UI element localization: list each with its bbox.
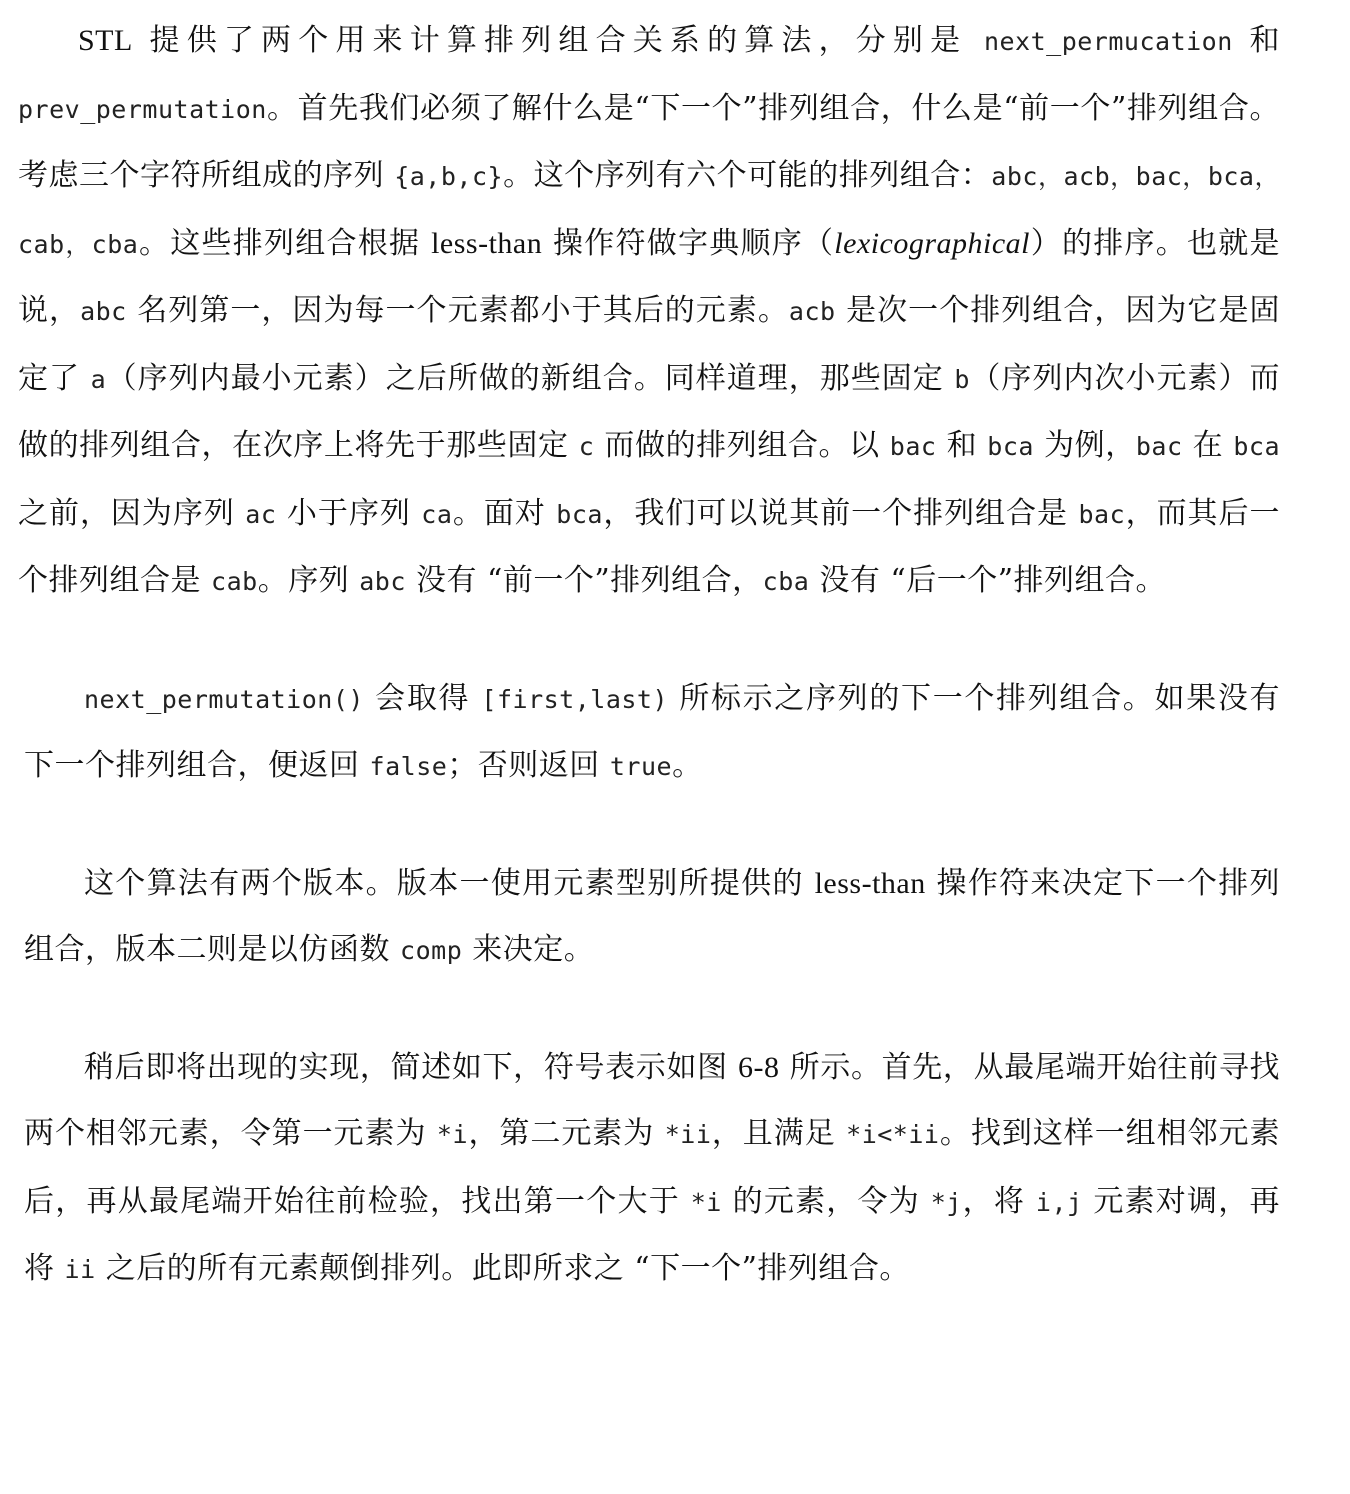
text-run: 在 bbox=[1182, 428, 1234, 463]
inline-code: acb bbox=[788, 297, 836, 326]
inline-code: *i<*ii bbox=[846, 1120, 940, 1149]
paragraph-next-permutation-return bbox=[18, 666, 1280, 801]
text-run: less-than bbox=[814, 866, 926, 900]
text-run: 是次一个排列组合，因为它是固定了 bbox=[18, 293, 1280, 396]
text-run: 。面对 bbox=[452, 495, 557, 531]
inline-code: *ii bbox=[664, 1120, 712, 1149]
inline-code: false bbox=[369, 752, 448, 781]
inline-code: *j bbox=[930, 1187, 962, 1217]
text-run: 之前，因为序列 bbox=[18, 495, 246, 531]
text-run: 所标示之序列的下一个排列组合。如果没有下一个排列组合，便返回 bbox=[24, 680, 1280, 783]
text-run: 。首先我们必须了解什么是“下一个”排列组合，什么是“前一个”排列组合。考虑三个字符所组成的序列 bbox=[18, 90, 1280, 193]
inline-code: ca bbox=[421, 499, 453, 529]
text-run: ；否则返回 bbox=[447, 748, 610, 783]
inline-code: [first,last) bbox=[481, 684, 669, 714]
text-run: 之后的所有元素颠倒排列。此即所求之 “下一个”排列组合。 bbox=[95, 1251, 910, 1286]
text-run: 这个算法有两个版本。版本一使用元素型别所提供的 bbox=[84, 865, 815, 901]
paragraph-stl-permutation-intro bbox=[18, 8, 1280, 616]
inline-code: abc，acb，bac，bca，cab，cba bbox=[18, 162, 1280, 259]
inline-code: *i bbox=[690, 1187, 722, 1217]
paragraph-implementation-summary bbox=[18, 1035, 1280, 1304]
text-run: 。序列 bbox=[257, 563, 360, 598]
inline-code: c bbox=[578, 432, 595, 461]
inline-code: abc bbox=[359, 567, 406, 596]
inline-code: i,j bbox=[1035, 1187, 1083, 1217]
inline-code: bac bbox=[1078, 499, 1126, 529]
inline-code: {a,b,c} bbox=[394, 162, 504, 191]
text-run: STL bbox=[78, 24, 133, 57]
inline-code: prev_permutation bbox=[18, 94, 267, 124]
inline-code: bac bbox=[1135, 432, 1183, 461]
text-run: 操作符做字典顺序（ bbox=[542, 225, 835, 261]
text-run: 没有 “后一个”排列组合。 bbox=[809, 563, 1167, 598]
text-run: 操作符来决定下一个排列组合，版本二则是以仿函数 bbox=[24, 865, 1280, 967]
text-run: ，第二元素为 bbox=[468, 1116, 665, 1151]
text-run: 。这些排列组合根据 bbox=[138, 225, 432, 261]
text-run: ，且满足 bbox=[711, 1116, 847, 1151]
text-run: 小于序列 bbox=[276, 495, 422, 531]
text-run: ，而其后一个排列组合是 bbox=[18, 495, 1280, 598]
text-run: 所示。首先，从最尾端开始往前寻找两个相邻元素，令第一元素为 bbox=[24, 1049, 1280, 1151]
inline-code: ii bbox=[64, 1255, 96, 1284]
text-run: ，我们可以说其前一个排列组合是 bbox=[602, 495, 1079, 531]
inline-code: bac bbox=[889, 432, 937, 461]
text-run: ，将 bbox=[961, 1183, 1036, 1219]
text-run: （序列内最小元素）之后所做的新组合。同样道理，那些固定 bbox=[106, 360, 955, 396]
text-run: 来决定。 bbox=[462, 932, 595, 967]
inline-code: bca bbox=[987, 432, 1034, 461]
text-run: ）的排序。也就是说， bbox=[18, 225, 1280, 328]
inline-code: next_permutation() bbox=[84, 684, 364, 714]
inline-code: *i bbox=[436, 1120, 469, 1149]
document-page bbox=[18, 0, 1280, 1304]
text-run: 6-8 bbox=[737, 1050, 780, 1084]
text-run: 没有 “前一个”排列组合， bbox=[405, 563, 763, 598]
inline-code: cab bbox=[211, 567, 258, 596]
inline-code: cba bbox=[762, 567, 810, 596]
text-run: 。 bbox=[672, 748, 703, 783]
paragraph-algorithm-versions bbox=[18, 851, 1280, 985]
text-run: 提供了两个用来计算排列组合关系的算法，分别是 bbox=[132, 23, 984, 58]
inline-code: a bbox=[90, 364, 107, 394]
text-run: 而做的排列组合。以 bbox=[594, 428, 890, 463]
inline-code: comp bbox=[400, 936, 463, 965]
text-run: 。找到这样一组相邻元素后，再从最尾端开始往前检验，找出第一个大于 bbox=[24, 1116, 1280, 1219]
inline-code: true bbox=[609, 752, 673, 781]
text-run: （序列内次小元素）而做的排列组合，在次序上将先于那些固定 bbox=[18, 360, 1280, 463]
inline-code: bca bbox=[1233, 432, 1280, 461]
text-run: less-than bbox=[431, 226, 543, 260]
inline-code: bca bbox=[556, 499, 603, 529]
text-run: 元素对调，再将 bbox=[24, 1183, 1280, 1286]
text-run: 会取得 bbox=[363, 680, 482, 716]
text-run: 的元素，令为 bbox=[721, 1183, 931, 1219]
inline-code: b bbox=[954, 364, 970, 394]
text-run: 名列第一，因为每一个元素都小于其后的元素。 bbox=[126, 293, 789, 328]
text-run: 。这个序列有六个可能的排列组合： bbox=[503, 158, 992, 193]
text-run: lexicographical bbox=[834, 226, 1031, 260]
inline-code: ac bbox=[245, 499, 277, 529]
text-run: 为例， bbox=[1033, 428, 1136, 463]
inline-code: abc bbox=[80, 297, 127, 326]
inline-code: next_permucation bbox=[983, 27, 1233, 56]
text-run: 和 bbox=[1232, 23, 1280, 58]
text-run: 稍后即将出现的实现，简述如下，符号表示如图 bbox=[84, 1049, 738, 1085]
text-run: 和 bbox=[936, 428, 988, 463]
